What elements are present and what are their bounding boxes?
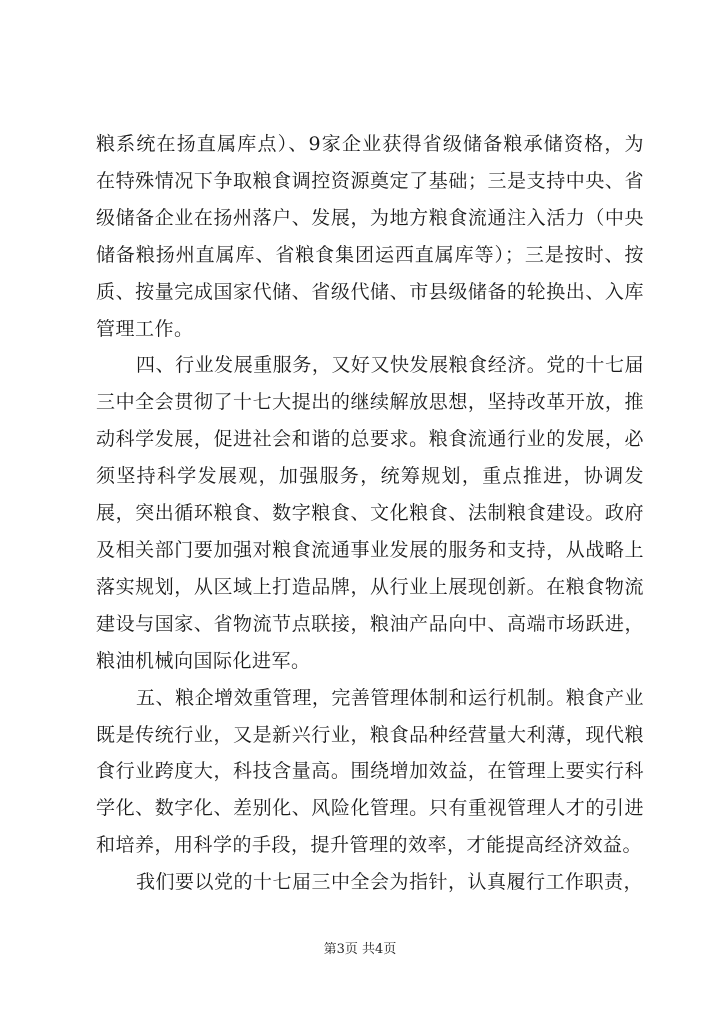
page-number-footer: 第3页 共4页 [323, 942, 397, 957]
paragraph-enterprise-management: 五、粮企增效重管理，完善管理体制和运行机制。粮食产业既是传统行业，又是新兴行业，粮食品种经营量大利薄，现代粮食行业跨度大，科技含量高。围绕增加效益，在管理上要实行科学化、数字化、差别化、风险化管理。只有重视管理人才的引进和培养，用科学的手段，提升管理的效率，才能提高经济效益。 [96, 686, 644, 857]
paragraph-storage-continued: 粮系统在扬直属库点）、9家企业获得省级储备粮承储资格，为在特殊情况下争取粮食调控资源奠定了基础；三是支持中央、省级储备企业在扬州落户、发展，为地方粮食流通注入活力（中央储备粮扬州直属库、省粮食集团运西直属库等）；三是按时、按质、按量完成国家代储、省级代储、市县级储备的轮换出、入库管理工作。 [96, 133, 644, 340]
paragraph-industry-development: 四、行业发展重服务，又好又快发展粮食经济。党的十七届三中全会贯彻了十七大提出的继续解放思想，坚持改革开放，推动科学发展，促进社会和谐的总要求。粮食流通行业的发展，必须坚持科学发展观，加强服务，统筹规划，重点推进，协调发展，突出循环粮食、数字粮食、文化粮食、法制粮食建设。政府及相关部门要加强对粮食流通事业发展的服务和支持，从战略上落实规划，从区域上打造品牌，从行业上展现创新。在粮食物流建设与国家、省物流节点联接，粮油产品向中、高端市场跃进，粮油机械向国际化进军。 [96, 354, 644, 672]
body-text [96, 126, 644, 901]
paragraph-conclusion-start: 我们要以党的十七届三中全会为指针，认真履行工作职责， [136, 871, 644, 894]
